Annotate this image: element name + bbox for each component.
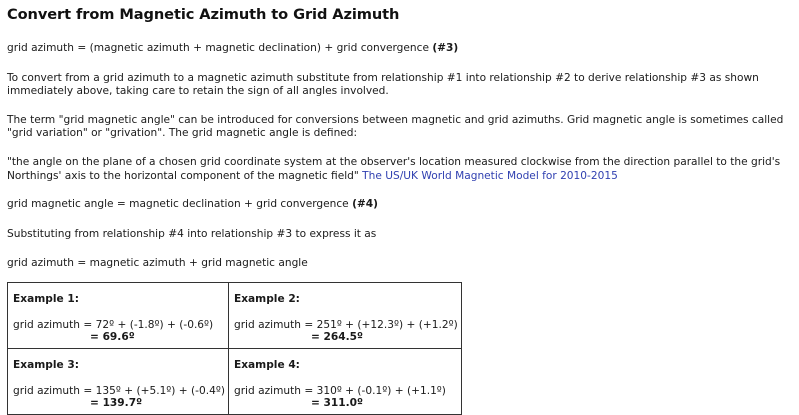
example-result: = 264.5º bbox=[310, 331, 364, 344]
paragraph-grid-magnetic-angle: The term "grid magnetic angle" can be introduced for conversions between magnetic and grid azimuths. Grid magnetic angle is sometimes called "grid variation" or "grivation". The grid magnetic angle is defined: bbox=[7, 113, 784, 140]
example-cell-4 bbox=[228, 348, 461, 414]
formula-4-tag: (#4) bbox=[352, 198, 378, 211]
table-row bbox=[8, 282, 462, 348]
formula-4-text: grid magnetic angle = magnetic declination + grid convergence bbox=[7, 198, 349, 211]
quote-text: "the angle on the plane of a chosen grid coordinate system at the observer's location measured clockwise from the direction parallel to the grid's Northings' axis to the horizontal component of the magnetic field" bbox=[7, 155, 781, 182]
formula-4 bbox=[7, 198, 793, 212]
example-equation: grid azimuth = 72º + (-1.8º) + (-0.6º) bbox=[13, 318, 214, 331]
example-equation: grid azimuth = 251º + (+12.3º) + (+1.2º) bbox=[233, 318, 458, 331]
example-result: = 139.7º bbox=[90, 397, 143, 410]
example-equation: grid azimuth = 135º + (+5.1º) + (-0.4º) bbox=[13, 384, 225, 397]
example-title: Example 3: bbox=[13, 358, 79, 371]
paragraph-substitution: To convert from a grid azimuth to a magnetic azimuth substitute from relationship #1 into relationship #2 to derive relationship #3 as shown immediately above, taking care to retain the sign of all angles involved. bbox=[7, 71, 759, 98]
example-equation: grid azimuth = 310º + (-0.1º) + (+1.1º) bbox=[233, 384, 446, 397]
paragraph-express: Substituting from relationship #4 into relationship #3 to express it as bbox=[7, 227, 377, 240]
definition-quote bbox=[7, 156, 793, 183]
formula-3-text: grid azimuth = (magnetic azimuth + magnetic declination) + grid convergence bbox=[7, 42, 429, 54]
page-title: Convert from Magnetic Azimuth to Grid Azimuth bbox=[7, 6, 400, 23]
example-cell-3 bbox=[8, 348, 229, 414]
formula-5: grid azimuth = magnetic azimuth + grid magnetic angle bbox=[7, 257, 308, 270]
table-row bbox=[8, 348, 462, 414]
example-title: Example 2: bbox=[233, 292, 300, 305]
example-cell-1 bbox=[8, 282, 229, 348]
example-result: = 69.6º bbox=[90, 331, 135, 344]
example-title: Example 1: bbox=[13, 292, 79, 305]
example-title: Example 4: bbox=[233, 358, 300, 371]
example-result: = 311.0º bbox=[310, 397, 364, 410]
formula-3-tag: (#3) bbox=[432, 42, 459, 54]
examples-table bbox=[7, 282, 462, 415]
example-cell-2 bbox=[228, 282, 461, 348]
wmm-link[interactable]: The US/UK World Magnetic Model for 2010-2015 bbox=[362, 169, 618, 182]
formula-3 bbox=[7, 42, 793, 56]
